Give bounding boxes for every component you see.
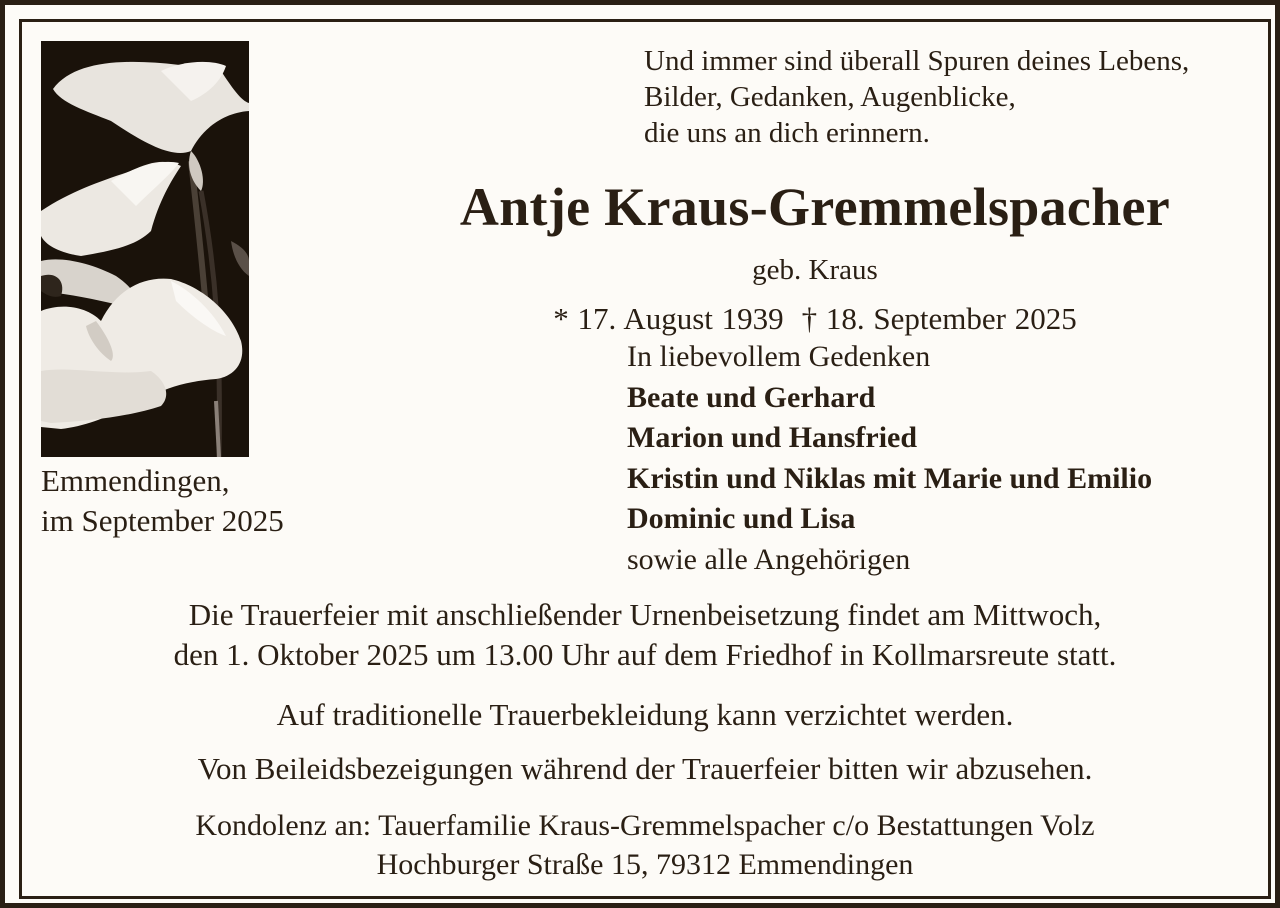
calla-lilies-image [41, 41, 249, 457]
life-dates [5, 300, 1280, 338]
place-and-date [41, 461, 284, 541]
mourner-entry: Kristin und Niklas mit Marie und Emilio [627, 461, 1153, 495]
quote-line-2: Bilder, Gedanken, Augenblicke, [644, 81, 1016, 113]
place-date: im September 2025 [41, 503, 284, 538]
quote-line-3: die uns an dich erinnern. [644, 117, 930, 149]
memorial-quote [644, 43, 1189, 151]
deceased-name: Antje Kraus-Gremmelspacher [459, 177, 1171, 237]
condolence-note: Von Beileidsbezeigungen während der Trauerfeier bitten wir abzusehen. [197, 751, 1093, 786]
mourner-entry: Marion und Hansfried [627, 421, 918, 454]
mourners-intro: In liebevollem Gedenken [627, 340, 931, 373]
death-date: † 18. September 2025 [801, 301, 1077, 336]
birth-date: * 17. August 1939 [553, 301, 784, 336]
mourners-outro: sowie alle Angehörigen [627, 542, 911, 576]
condolence-line-2: Hochburger Straße 15, 79312 Emmendingen [376, 848, 914, 881]
service-announcement [5, 595, 1280, 675]
deceased-born-name: geb. Kraus [752, 254, 878, 286]
mourner-entry: Beate und Gerhard [627, 380, 876, 414]
condolence-address [5, 806, 1280, 884]
attire-note: Auf traditionelle Trauerbekleidung kann verzichtet werden. [276, 697, 1014, 732]
place-city: Emmendingen, [41, 463, 230, 498]
quote-line-1: Und immer sind überall Spuren deines Lebens, [644, 45, 1190, 77]
condolence-line-1: Kondolenz an: Tauerfamilie Kraus-Gremmelspacher c/o Bestattungen Volz [195, 809, 1095, 842]
service-line-2: den 1. Oktober 2025 um 13.00 Uhr auf dem Friedhof in Kollmarsreute statt. [173, 637, 1117, 672]
mourners-list [627, 337, 1152, 580]
service-line-1: Die Trauerfeier mit anschließender Urnenbeisetzung findet am Mittwoch, [188, 597, 1102, 632]
calla-lilies-photo [41, 41, 249, 457]
mourner-entry: Dominic und Lisa [627, 502, 856, 535]
